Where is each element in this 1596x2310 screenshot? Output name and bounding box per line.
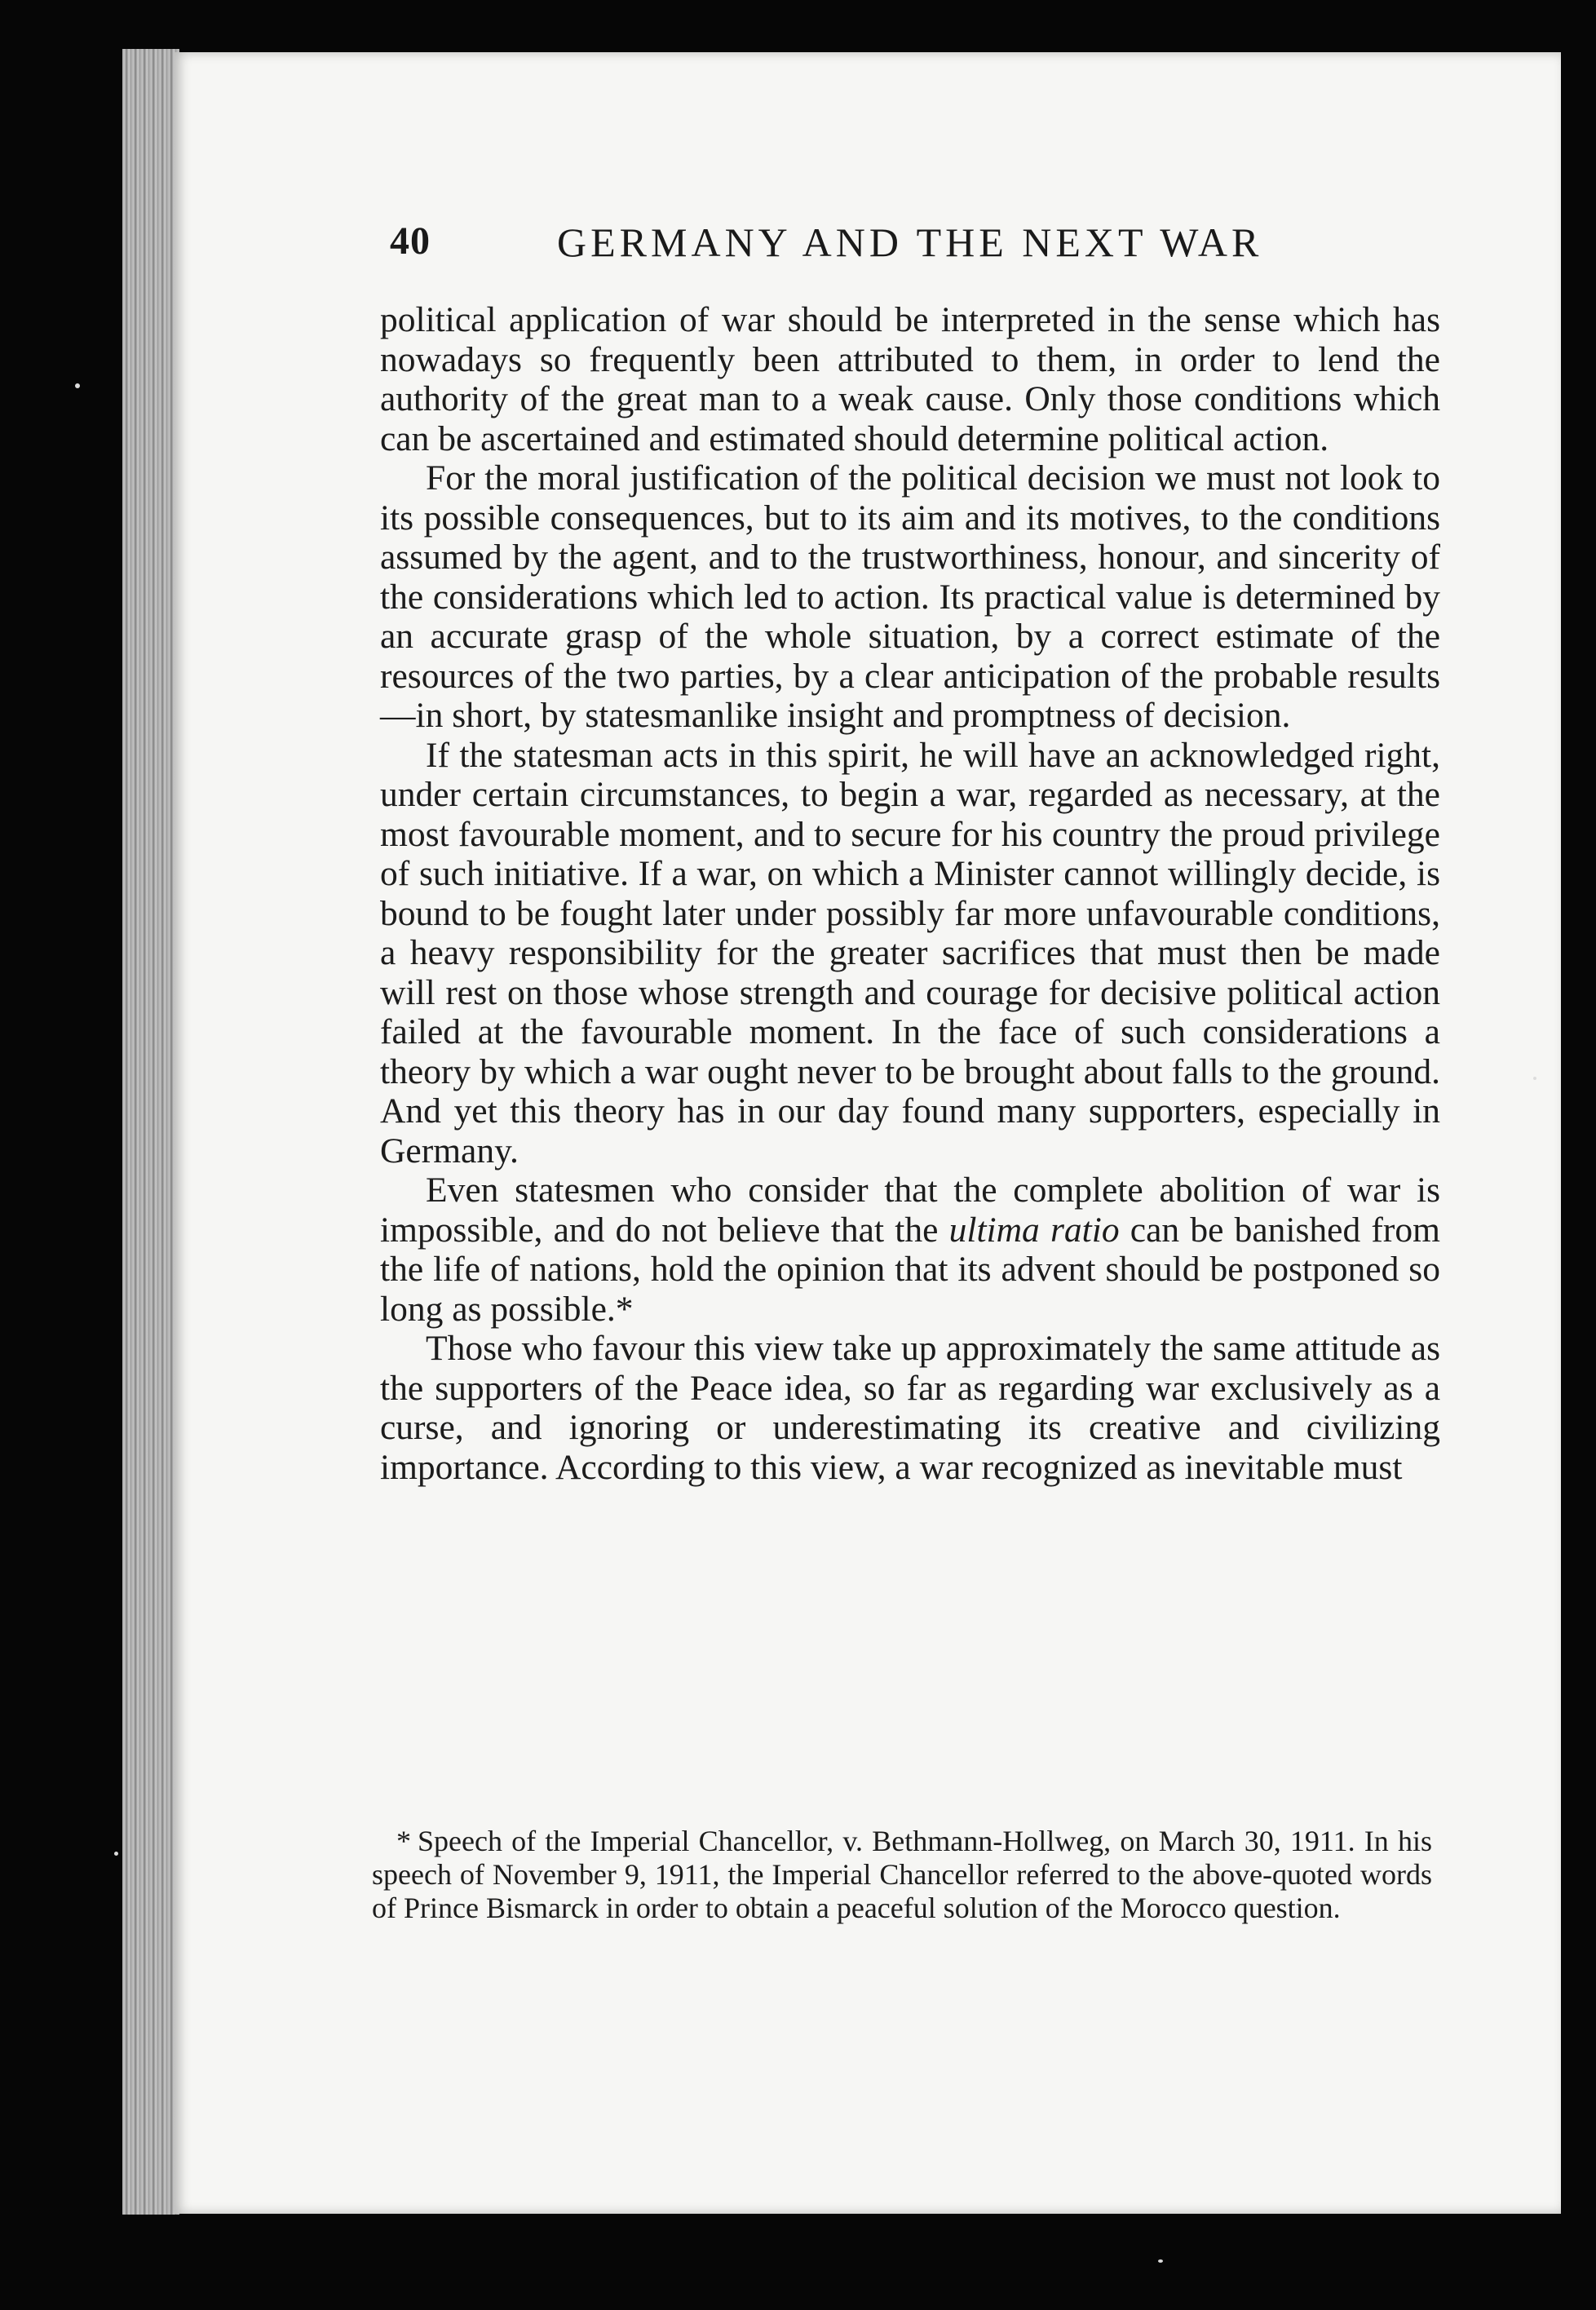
- paragraph-4-start: Even statesmen who consider that the complete abolition of war is impossible, and do not believe that the: [380, 1170, 1440, 1250]
- latin-phrase: ultima ratio: [948, 1210, 1120, 1250]
- body-text: [380, 300, 1440, 1487]
- footnote-paragraph: [372, 1825, 1432, 1925]
- scan-speck: [1533, 1077, 1536, 1080]
- scan-speck: [1158, 2259, 1163, 2263]
- scan-speck: [75, 383, 80, 388]
- page-number: 40: [390, 219, 431, 263]
- paragraph-2: For the moral justification of the political decision we must not look to its possible consequences, but to its aim and its motives, to the conditions assumed by the agent, and to the trustworthiness, honour, and sincerity of the considerations which led to action. Its practical value is determined by an accurate grasp of the whole situation, by a correct estimate of the resources of the two parties, by a clear anticipation of the probable results—in short, by statesmanlike insight and promptness of decision.: [380, 458, 1440, 735]
- scan-speck: [114, 1852, 118, 1856]
- running-header: [390, 219, 1287, 284]
- footnote-marker: *: [396, 1825, 411, 1857]
- paragraph-3: If the statesman acts in this spirit, he will have an acknowledged right, under certain circumstances, to begin a war, regarded as necessary, at the most favourable moment, and to secure for his country the proud privilege of such initiative. If a war, on which a Minister cannot willingly decide, is bound to be fought later under possibly far more unfavourable conditions, a heavy responsibility for the greater sacrifices that must then be made will rest on those whose strength and courage for decisive political action failed at the favourable moment. In the face of such considerations a theory by which a war ought never to be brought about falls to the ground. And yet this theory has in our day found many supporters, especially in Germany.: [380, 735, 1440, 1170]
- paragraph-1: political application of war should be interpreted in the sense which has nowadays so frequently been attributed to them, in order to lend the authority of the great man to a weak cause. Only those conditions which can be ascertained and estimated should determine political action.: [380, 300, 1440, 458]
- book-page-edges: [122, 49, 179, 2215]
- footnote: [372, 1825, 1432, 1925]
- footnote-text: Speech of the Imperial Chancellor, v. Bethmann-Hollweg, on March 30, 1911. In his speech of November 9, 1911, the Imperial Chancellor referred to the above-quoted words of Prince Bismarck in order to obtain a peaceful solution of the Morocco question.: [372, 1825, 1432, 1924]
- running-title: GERMANY AND THE NEXT WAR: [557, 219, 1263, 265]
- paragraph-4: [380, 1170, 1440, 1329]
- paragraph-4-end: can be banished from the life of nations, hold the opinion that its advent should be postponed so long as possible.*: [380, 1210, 1440, 1329]
- paragraph-5: Those who favour this view take up approximately the same attitude as the supporters of the Peace idea, so far as regarding war exclusively as a curse, and ignoring or underestimating its creative and civilizing importance. According to this view, a war recognized as inevitable must: [380, 1329, 1440, 1487]
